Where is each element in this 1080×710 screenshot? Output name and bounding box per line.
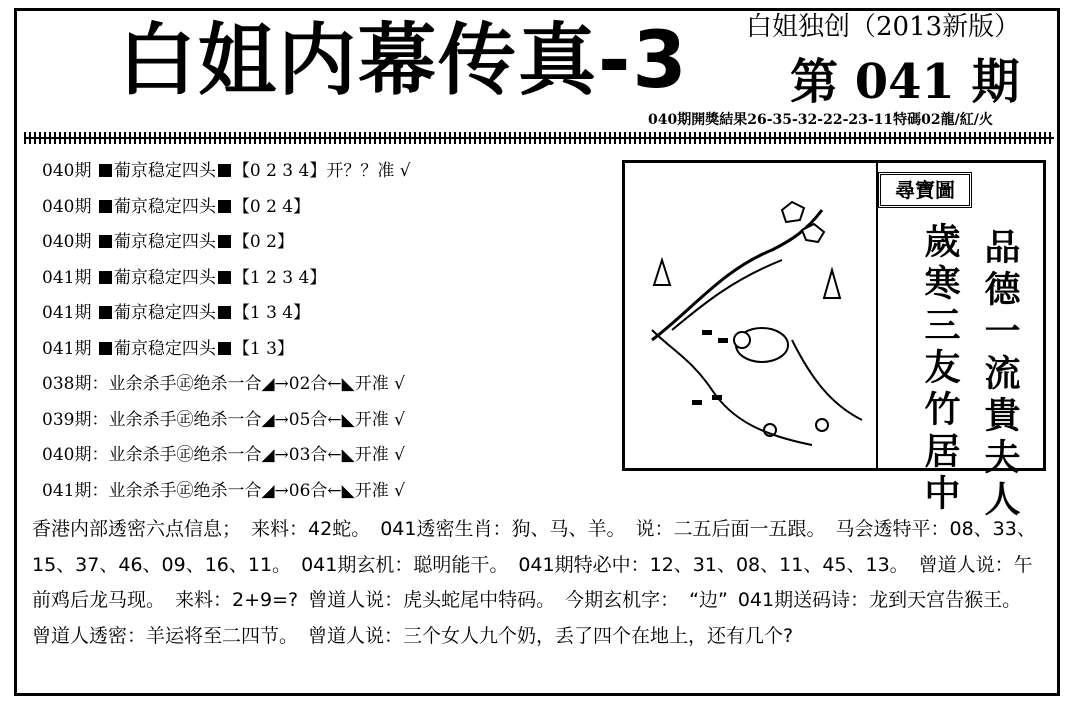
killer-item: 039期：业余杀手㊣绝杀一合◢→05合←◣开准 √ [42, 409, 405, 430]
list-item: 040期 葡京稳定四头 【0 2 3 4】开？？准 √ [42, 161, 411, 181]
list-item: 041期 葡京稳定四头 【1 3】 [42, 338, 294, 359]
decorative-rule [24, 132, 1054, 144]
info-segment: 曾道人透密：羊运将至二四节。 [32, 624, 299, 647]
info-segment: 041期送码诗：龙到天宫告猴王。 [737, 589, 1022, 611]
square-icon [99, 271, 112, 284]
info-segment: 041期玄机：聪明能干。 [301, 553, 509, 576]
clue-column-1: 品德一流貴夫人 [979, 228, 1021, 522]
info-segment: 来料：42蛇。 [251, 518, 371, 540]
square-icon [99, 235, 112, 248]
square-icon [99, 306, 112, 319]
killer-item: 041期：业余杀手㊣绝杀一合◢→06合←◣开准 √ [42, 480, 405, 501]
list-item: 040期 葡京稳定四头 【0 2】 [42, 232, 294, 252]
square-icon [218, 342, 231, 355]
info-segment: 来料：2+9=? [175, 589, 299, 611]
square-icon [218, 271, 231, 284]
info-segment: 曾道人说：虎头蛇尾中特码。 [308, 589, 556, 611]
last-result: 040期開獎結果26-35-32-22-23-11特碼02龍/紅/火 [648, 112, 993, 128]
info-segment: “边” [689, 589, 728, 611]
treasure-map-label: 尋寶圖 [878, 172, 972, 208]
page-title: 白姐内幕传真-3 [118, 16, 689, 106]
square-icon [99, 164, 112, 177]
info-segment: 041透密生肖：狗、马、羊。 [380, 518, 626, 540]
square-icon [218, 164, 231, 177]
square-icon [218, 200, 231, 213]
list-item: 040期 葡京稳定四头 【0 2 4】 [42, 196, 311, 217]
info-segment: 香港内部透密六点信息； [32, 518, 242, 540]
info-segment: 041期特必中：12、31、08、11、45、13。 [518, 553, 909, 576]
square-icon [218, 235, 231, 248]
info-segment: 马会透特平：08、33、15、37、46、09、16、11。 [32, 518, 1036, 576]
info-paragraph [32, 512, 1050, 654]
info-segment: 说：二五后面一五跟。 [635, 518, 826, 540]
killer-item: 038期：业余杀手㊣绝杀一合◢→02合←◣开准 √ [42, 374, 405, 394]
list-item: 041期 葡京稳定四头 【1 2 3 4】 [42, 267, 327, 288]
clue-column-2: 歲寒三友竹居中 [919, 222, 961, 516]
killer-item: 040期：业余杀手㊣绝杀一合◢→03合←◣开准 √ [42, 445, 405, 465]
square-icon [218, 306, 231, 319]
square-icon [99, 342, 112, 355]
square-icon [99, 200, 112, 213]
treasure-map-illustration [632, 190, 868, 460]
info-segment: 曾道人说：午前鸡后龙马现。 [32, 553, 1033, 611]
info-segment: 曾道人说：三个女人九个奶，丢了四个在地上，还有几个? [308, 624, 794, 647]
list-item: 041期 葡京稳定四头 【1 3 4】 [42, 303, 311, 323]
info-segment: 今期玄机字： [565, 589, 680, 611]
edition-label: 白姐独创（2013新版） [746, 12, 1021, 42]
issue-number: 第 041 期 [790, 54, 1020, 110]
prediction-list [42, 154, 411, 509]
